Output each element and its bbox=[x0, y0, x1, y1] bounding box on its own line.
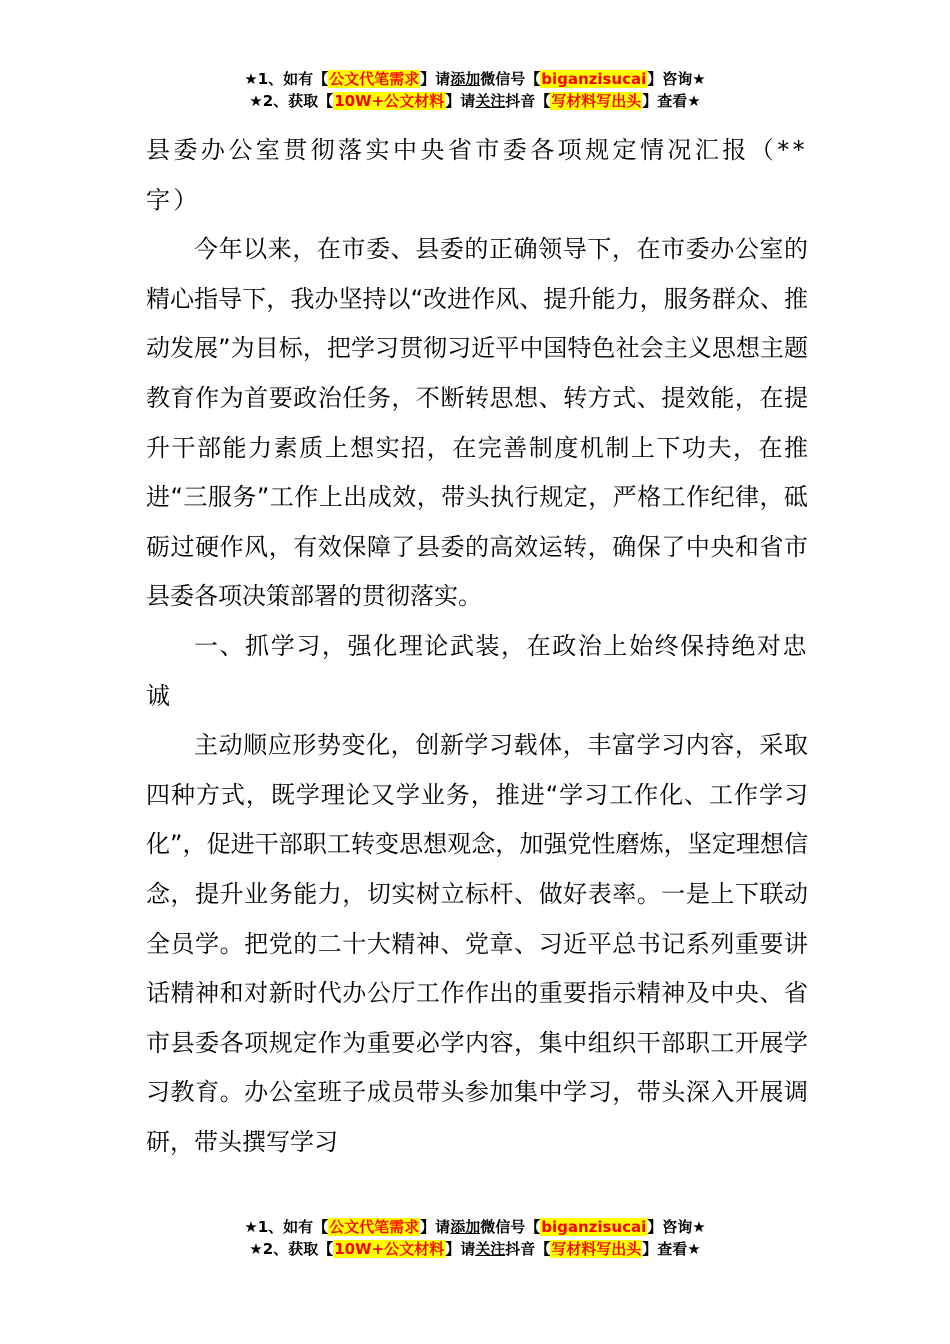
promo-highlight: biganzisucai bbox=[541, 1218, 647, 1236]
promo-highlight: 公文代笔需求 bbox=[329, 1218, 420, 1236]
promo-line-2: ★2、获取【10W+公文材料】请关注抖音【写材料写出头】查看★ bbox=[249, 92, 701, 110]
promo-highlight: 写材料写出头 bbox=[551, 1240, 642, 1258]
promo-highlight: 10W+公文材料 bbox=[334, 1240, 445, 1258]
promo-banner-top bbox=[0, 68, 950, 112]
promo-highlight: 写材料写出头 bbox=[551, 92, 642, 110]
promo-banner-bottom bbox=[0, 1216, 950, 1260]
promo-line-1: ★1、如有【公文代笔需求】请添加微信号【biganzisucai】咨询★ bbox=[244, 1218, 706, 1236]
promo-line-1: ★1、如有【公文代笔需求】请添加微信号【biganzisucai】咨询★ bbox=[244, 70, 706, 88]
document-body bbox=[146, 126, 808, 1167]
promo-highlight: 公文代笔需求 bbox=[329, 70, 420, 88]
promo-highlight: biganzisucai bbox=[541, 70, 647, 88]
paragraph-intro: 今年以来，在市委、县委的正确领导下，在市委办公室的精心指导下，我办坚持以“改进作风、提升能力，服务群众、推动发展”为目标，把学习贯彻习近平中国特色社会主义思想主题教育作为首要政治任务，不断转思想、转方式、提效能，在提升干部能力素质上想实招，在完善制度机制上下功夫，在推进“三服务”工作上出成效，带头执行规定，严格工作纪律，砥砺过硬作风，有效保障了县委的高效运转，确保了中央和省市县委各项决策部署的贯彻落实。 bbox=[146, 235, 808, 611]
promo-line-2: ★2、获取【10W+公文材料】请关注抖音【写材料写出头】查看★ bbox=[249, 1240, 701, 1258]
section-heading-1: 一、抓学习，强化理论武装，在政治上始终保持绝对忠诚 bbox=[146, 631, 808, 710]
document-title: 县委办公室贯彻落实中央省市委各项规定情况汇报（**字） bbox=[146, 136, 808, 214]
promo-highlight: 10W+公文材料 bbox=[334, 92, 445, 110]
paragraph-section-1: 主动顺应形势变化，创新学习载体，丰富学习内容，采取四种方式，既学理论又学业务，推进“学习工作化、工作学习化”，促进干部职工转变思想观念，加强党性磨炼，坚定理想信念，提升业务能力，切实树立标杆、做好表率。一是上下联动全员学。把党的二十大精神、党章、习近平总书记系列重要讲话精神和对新时代办公厅工作作出的重要指示精神及中央、省市县委各项规定作为重要必学内容，集中组织干部职工开展学习教育。办公室班子成员带头参加集中学习，带头深入开展调研，带头撰写学习 bbox=[146, 731, 808, 1156]
